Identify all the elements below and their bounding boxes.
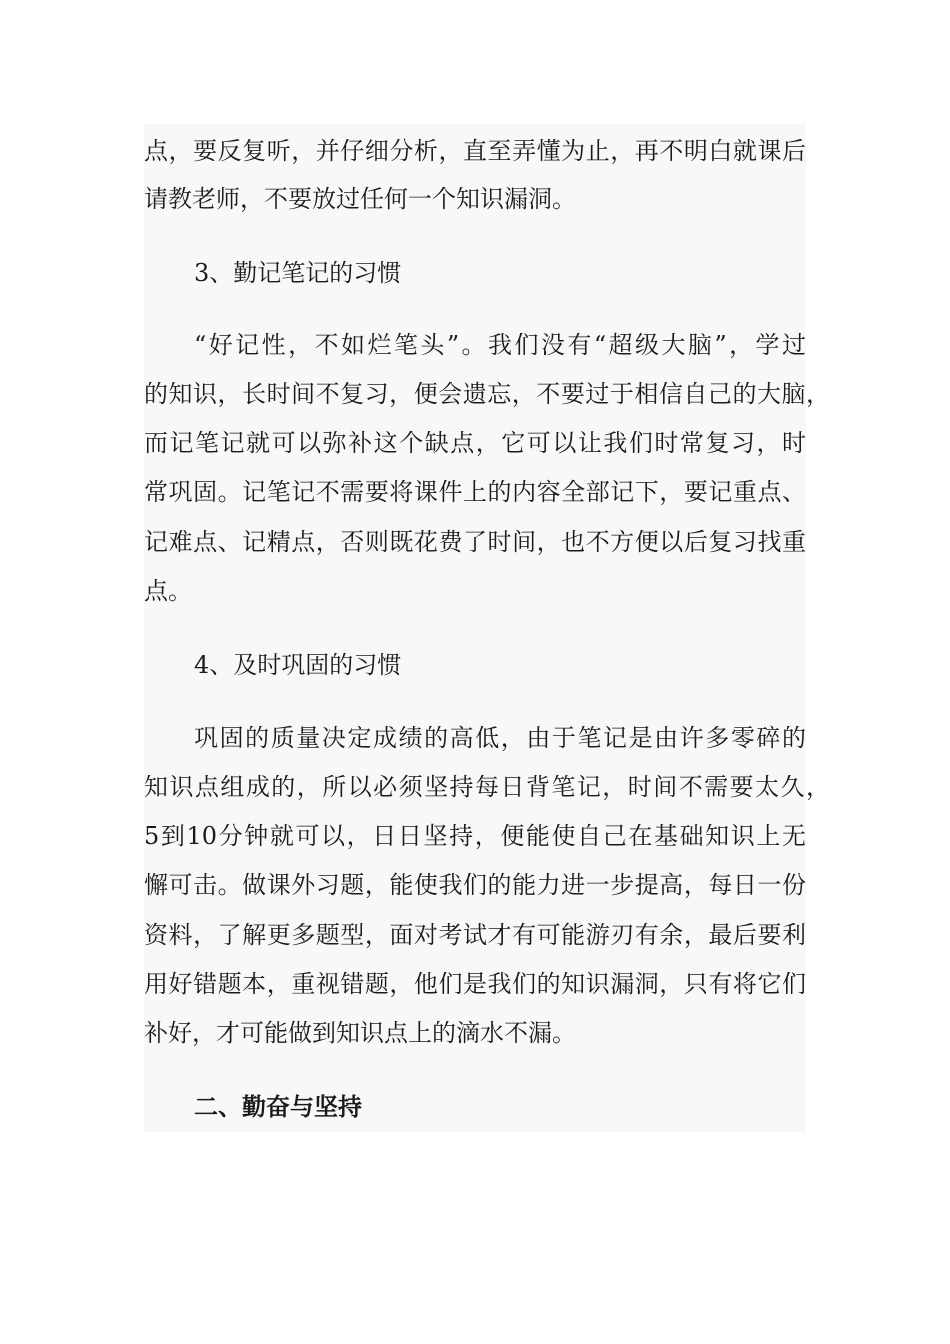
paragraph-line: 补好，才可能做到知识点上的滴水不漏。	[144, 1019, 576, 1047]
section-heading-consolidation: 4、及时巩固的习惯	[194, 651, 402, 679]
section-heading-note-taking: 3、勤记笔记的习惯	[194, 259, 402, 287]
paragraph-line: 点，要反复听，并仔细分析，直至弄懂为止，再不明白就课后	[144, 137, 806, 165]
paragraph-line: 而记笔记就可以弥补这个缺点，它可以让我们时常复习，时	[144, 429, 806, 457]
paragraph-line: 记难点、记精点，否则既花费了时间，也不方便以后复习找重	[144, 528, 806, 556]
paragraph-line: 知识点组成的，所以必须坚持每日背笔记，时间不需要太久，	[144, 773, 830, 801]
paragraph-line: 点。	[144, 577, 192, 605]
paragraph-line: “好记性，不如烂笔头”。我们没有“超级大脑”，学过	[194, 331, 806, 359]
chapter-heading-diligence: 二、勤奋与坚持	[194, 1092, 362, 1121]
paragraph-line: 资料，了解更多题型，面对考试才有可能游刃有余，最后要利	[144, 921, 806, 949]
paragraph-line: 用好错题本，重视错题，他们是我们的知识漏洞，只有将它们	[144, 970, 806, 998]
paragraph-line: 的知识，长时间不复习，便会遗忘，不要过于相信自己的大脑，	[144, 380, 830, 408]
paragraph-line: 巩固的质量决定成绩的高低，由于笔记是由许多零碎的	[194, 724, 806, 752]
paragraph-line: 请教老师，不要放过任何一个知识漏洞。	[144, 185, 576, 213]
paragraph-line: 懈可击。做课外习题，能使我们的能力进一步提高，每日一份	[144, 871, 806, 899]
paragraph-line: 常巩固。记笔记不需要将课件上的内容全部记下，要记重点、	[144, 478, 806, 506]
paragraph-line: 5到10分钟就可以，日日坚持，便能使自己在基础知识上无	[144, 822, 806, 850]
